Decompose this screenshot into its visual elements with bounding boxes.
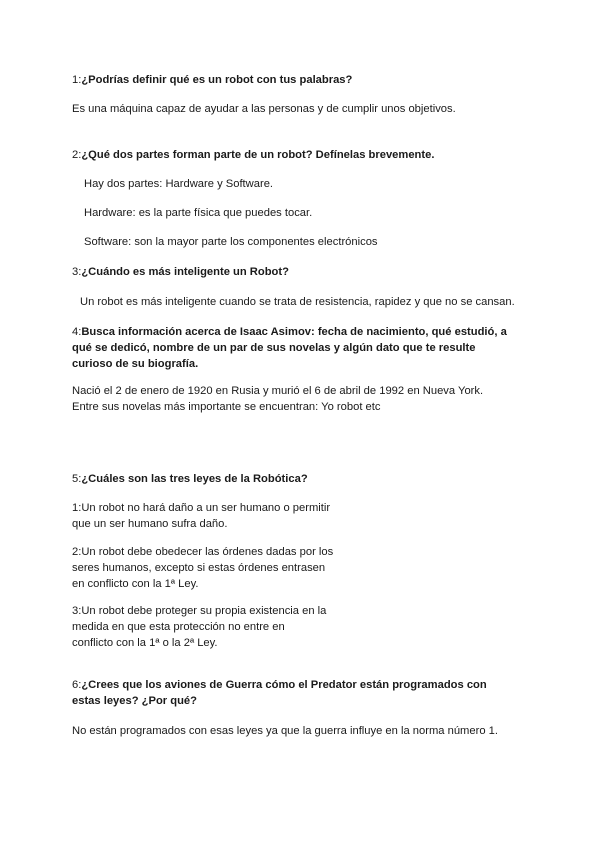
question-2-text: ¿Qué dos partes forman parte de un robot? Defínelas brevemente. xyxy=(81,149,435,161)
question-2-number: 2: xyxy=(72,149,82,161)
question-2-title xyxy=(72,148,434,162)
law-2-line-3: en conflicto con la 1ª Ley. xyxy=(72,578,199,590)
law-3-line-1: 3:Un robot debe proteger su propia existencia en la xyxy=(72,605,327,617)
question-4-line-1 xyxy=(72,325,507,339)
question-4-line-3: curioso de su biografía. xyxy=(72,358,199,370)
law-3-line-2: medida en que esta protección no entre en xyxy=(72,621,285,633)
law-2-line-2: seres humanos, excepto si estas órdenes entrasen xyxy=(72,562,326,574)
question-3-text: ¿Cuándo es más inteligente un Robot? xyxy=(81,266,289,278)
answer-3: Un robot es más inteligente cuando se trata de resistencia, rapidez y que no se cansan. xyxy=(80,296,515,308)
question-1-number: 1: xyxy=(72,74,82,86)
answer-4-line-2: Entre sus novelas más importante se encuentran: Yo robot etc xyxy=(72,401,381,413)
question-4-line-2: qué se dedicó, nombre de un par de sus novelas y algún dato que te resulte xyxy=(72,342,476,354)
law-3-line-3: conflicto con la 1ª o la 2ª Ley. xyxy=(72,637,218,649)
question-4-number: 4: xyxy=(72,326,82,338)
answer-4-line-1: Nació el 2 de enero de 1920 en Rusia y murió el 6 de abril de 1992 en Nueva York. xyxy=(72,385,484,397)
question-3-number: 3: xyxy=(72,266,82,278)
question-5-number: 5: xyxy=(72,473,82,485)
question-6-text-1: ¿Crees que los aviones de Guerra cómo el Predator están programados con xyxy=(81,679,487,691)
answer-2-line-3: Software: son la mayor parte los componentes electrónicos xyxy=(84,236,378,248)
question-6-line-2: estas leyes? ¿Por qué? xyxy=(72,695,197,707)
answer-2-line-2: Hardware: es la parte física que puedes tocar. xyxy=(84,207,313,219)
answer-2-line-1: Hay dos partes: Hardware y Software. xyxy=(84,178,274,190)
question-3-title xyxy=(72,265,289,279)
question-4-text-1: Busca información acerca de Isaac Asimov: fecha de nacimiento, qué estudió, a xyxy=(81,326,507,338)
law-1-line-2: que un ser humano sufra daño. xyxy=(72,518,228,530)
question-6-line-1 xyxy=(72,678,487,692)
answer-6: No están programados con esas leyes ya que la guerra influye en la norma número 1. xyxy=(72,725,498,737)
question-5-text: ¿Cuáles son las tres leyes de la Robótica? xyxy=(81,473,308,485)
question-1-text: ¿Podrías definir qué es un robot con tus palabras? xyxy=(81,74,353,86)
answer-1: Es una máquina capaz de ayudar a las personas y de cumplir unos objetivos. xyxy=(72,103,456,115)
question-5-title xyxy=(72,472,308,486)
question-6-number: 6: xyxy=(72,679,82,691)
law-2-line-1: 2:Un robot debe obedecer las órdenes dadas por los xyxy=(72,546,334,558)
question-1-title xyxy=(72,73,352,87)
law-1-line-1: 1:Un robot no hará daño a un ser humano o permitir xyxy=(72,502,331,514)
